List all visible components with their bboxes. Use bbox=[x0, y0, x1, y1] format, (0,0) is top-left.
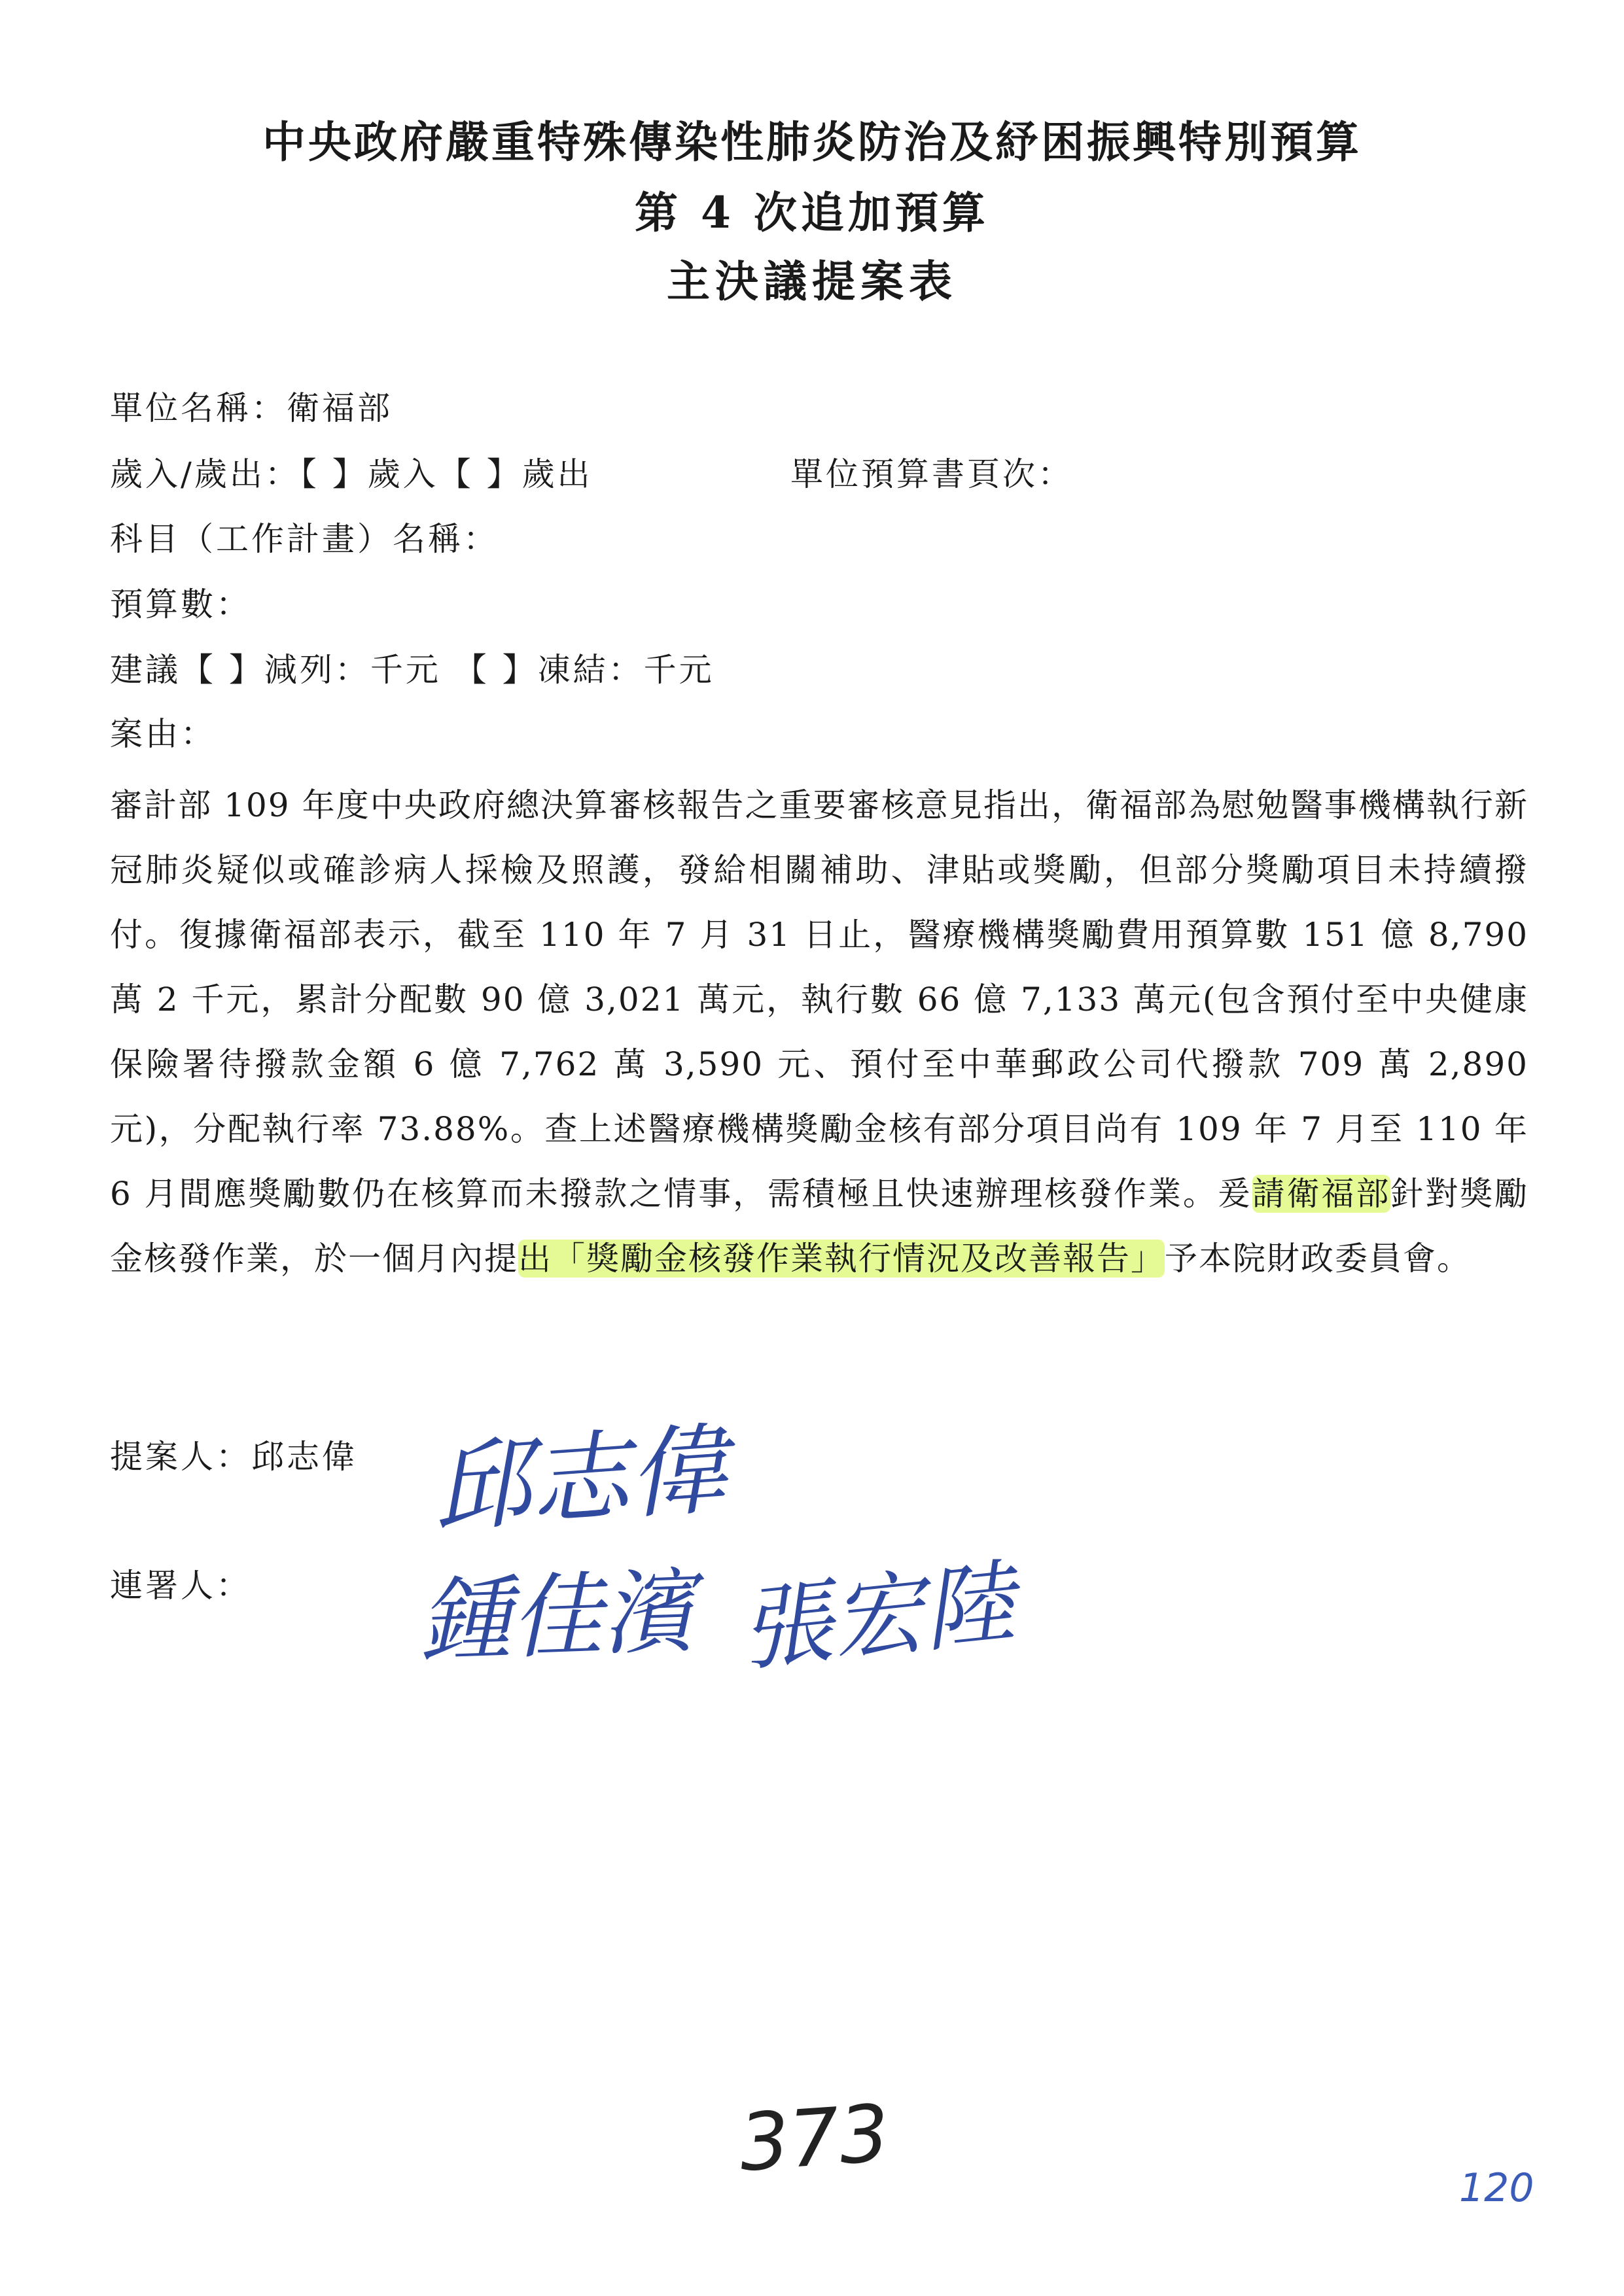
highlighted-text-2: 出「獎勵金核發作業執行情況及改善報告」 bbox=[518, 1240, 1165, 1278]
reason-text-part3: 予本院財政委員會。 bbox=[1165, 1240, 1471, 1278]
reason-label: 案由： bbox=[110, 715, 216, 753]
budget-page-field: 單位預算書頁次： bbox=[790, 455, 1073, 493]
reason-text-part2: 針對獎勵金核發作業，於一個月內提 bbox=[110, 1175, 1529, 1278]
unit-name-field: 單位名稱：衛福部 bbox=[110, 389, 393, 427]
proposer-signature: 邱志偉 bbox=[429, 1412, 731, 1547]
reason-text-part1: 審計部 109 年度中央政府總決算審核報告之重要審核意見指出，衛福部為慰勉醫事機構執行新冠肺炎疑似或確診病人採檢及照護，發給相關補助、津貼或獎勵，但部分獎勵項目未持續撥付。復據衛福部表示，截至 110 年 7 月 31 日止，醫療機構獎勵費用預算數 151 億 8,790 萬 2 千元，累計分配數 90 億 3,021 萬元，執行數 66 億 7,133 萬元(包含預付至中央健康保險署待撥款金額 6 億 7,762 萬 3,590 元、預付至中華郵政公司代撥款 709 萬 2,890 元)，分配執行率 73.88%。查上述醫療機構獎勵金核有部分項目尚有 109 年 7 月至 110 年 6 月間應獎勵數仍在核算而未撥款之情事，需積極且快速辦理核發作業。爰 bbox=[110, 786, 1528, 1213]
form-title: 主決議提案表 bbox=[667, 256, 957, 307]
cosigner-signature-1: 鍾佳濱 bbox=[417, 1559, 696, 1676]
budget-amount-field: 預算數： bbox=[110, 585, 251, 623]
revenue-expense-field: 歲入/歲出：【 】歲入【 】歲出 bbox=[110, 455, 593, 493]
document-subtitle: 第 4 次追加預算 bbox=[635, 187, 989, 238]
suggestion-field: 建議【 】減列：千元 【 】凍結：千元 bbox=[110, 651, 715, 689]
highlighted-text-1: 請衛福部 bbox=[1252, 1175, 1391, 1213]
handwritten-page-number: 373 bbox=[736, 2088, 892, 2189]
cosigner-label: 連署人： bbox=[110, 1567, 251, 1605]
proposer-label: 提案人：邱志偉 bbox=[110, 1438, 357, 1476]
subject-name-field: 科目（工作計畫）名稱： bbox=[110, 520, 499, 558]
corner-mark: 120 bbox=[1459, 2165, 1534, 2211]
reason-paragraph bbox=[110, 773, 1528, 1291]
document-title: 中央政府嚴重特殊傳染性肺炎防治及紓困振興特別預算 bbox=[262, 116, 1362, 167]
cosigner-signature-2: 張宏陸 bbox=[735, 1550, 1020, 1685]
